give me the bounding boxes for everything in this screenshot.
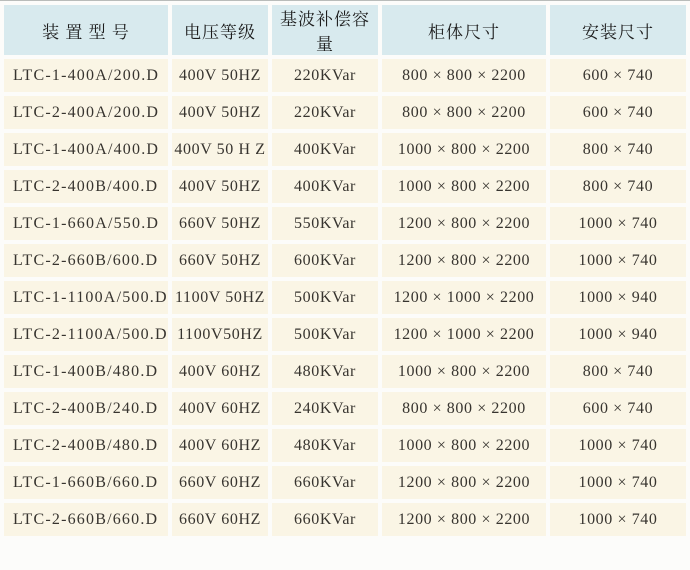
voltage-cell: 400V 50HZ	[172, 96, 268, 129]
model-cell: LTC-1-660A/550.D	[4, 207, 168, 240]
cabinet-size-cell: 1000 × 800 × 2200	[382, 429, 546, 462]
table-row	[4, 503, 686, 536]
table-row	[4, 170, 686, 203]
capacity-cell: 500KVar	[272, 281, 378, 314]
cabinet-size-cell: 1000 × 800 × 2200	[382, 133, 546, 166]
table-row	[4, 244, 686, 277]
install-size-cell: 1000 × 940	[550, 318, 686, 351]
model-cell: LTC-2-660B/600.D	[4, 244, 168, 277]
install-size-cell: 600 × 740	[550, 96, 686, 129]
capacity-cell: 220KVar	[272, 59, 378, 92]
voltage-cell: 1100V 50HZ	[172, 281, 268, 314]
capacity-cell: 220KVar	[272, 96, 378, 129]
table-row	[4, 96, 686, 129]
model-cell: LTC-1-1100A/500.D	[4, 281, 168, 314]
cabinet-size-cell: 1200 × 800 × 2200	[382, 207, 546, 240]
model-cell: LTC-1-400A/200.D	[4, 59, 168, 92]
voltage-cell: 400V 50HZ	[172, 59, 268, 92]
model-cell: LTC-1-400A/400.D	[4, 133, 168, 166]
install-size-cell: 1000 × 740	[550, 466, 686, 499]
table-row	[4, 392, 686, 425]
table-row	[4, 133, 686, 166]
model-cell: LTC-2-400B/400.D	[4, 170, 168, 203]
cabinet-size-cell: 1200 × 1000 × 2200	[382, 318, 546, 351]
cabinet-size-cell: 1200 × 800 × 2200	[382, 466, 546, 499]
table-row	[4, 207, 686, 240]
cabinet-size-cell: 800 × 800 × 2200	[382, 392, 546, 425]
model-cell: LTC-2-1100A/500.D	[4, 318, 168, 351]
table-row	[4, 59, 686, 92]
capacity-cell: 480KVar	[272, 355, 378, 388]
capacity-cell: 660KVar	[272, 503, 378, 536]
cabinet-size-cell: 1200 × 800 × 2200	[382, 503, 546, 536]
capacity-cell: 500KVar	[272, 318, 378, 351]
voltage-cell: 400V 60HZ	[172, 392, 268, 425]
cabinet-size-cell: 1200 × 800 × 2200	[382, 244, 546, 277]
capacity-cell: 400KVar	[272, 170, 378, 203]
cabinet-size-cell: 800 × 800 × 2200	[382, 96, 546, 129]
header-row	[4, 5, 686, 55]
voltage-cell: 1100V50HZ	[172, 318, 268, 351]
column-header-model: 装 置 型 号	[4, 5, 168, 55]
capacity-cell: 400KVar	[272, 133, 378, 166]
column-header-install-size: 安装尺寸	[550, 5, 686, 55]
install-size-cell: 800 × 740	[550, 170, 686, 203]
voltage-cell: 660V 60HZ	[172, 503, 268, 536]
model-cell: LTC-2-400A/200.D	[4, 96, 168, 129]
voltage-cell: 400V 60HZ	[172, 429, 268, 462]
table-header	[4, 5, 686, 55]
install-size-cell: 1000 × 940	[550, 281, 686, 314]
capacity-cell: 550KVar	[272, 207, 378, 240]
install-size-cell: 1000 × 740	[550, 207, 686, 240]
model-cell: LTC-1-660B/660.D	[4, 466, 168, 499]
model-cell: LTC-2-400B/240.D	[4, 392, 168, 425]
cabinet-size-cell: 1200 × 1000 × 2200	[382, 281, 546, 314]
install-size-cell: 1000 × 740	[550, 503, 686, 536]
column-header-voltage: 电压等级	[172, 5, 268, 55]
capacity-cell: 660KVar	[272, 466, 378, 499]
column-header-cabinet-size: 柜体尺寸	[382, 5, 546, 55]
install-size-cell: 800 × 740	[550, 355, 686, 388]
model-cell: LTC-2-400B/480.D	[4, 429, 168, 462]
install-size-cell: 1000 × 740	[550, 429, 686, 462]
voltage-cell: 400V 50HZ	[172, 170, 268, 203]
column-header-capacity: 基波补偿容量	[272, 5, 378, 55]
voltage-cell: 400V 50 H Z	[172, 133, 268, 166]
capacity-cell: 600KVar	[272, 244, 378, 277]
table-row	[4, 355, 686, 388]
install-size-cell: 600 × 740	[550, 59, 686, 92]
voltage-cell: 400V 60HZ	[172, 355, 268, 388]
voltage-cell: 660V 60HZ	[172, 466, 268, 499]
capacity-cell: 480KVar	[272, 429, 378, 462]
model-cell: LTC-2-660B/660.D	[4, 503, 168, 536]
cabinet-size-cell: 800 × 800 × 2200	[382, 59, 546, 92]
voltage-cell: 660V 50HZ	[172, 244, 268, 277]
model-cell: LTC-1-400B/480.D	[4, 355, 168, 388]
table-body	[4, 59, 686, 536]
table-row	[4, 466, 686, 499]
voltage-cell: 660V 50HZ	[172, 207, 268, 240]
cabinet-size-cell: 1000 × 800 × 2200	[382, 170, 546, 203]
cabinet-size-cell: 1000 × 800 × 2200	[382, 355, 546, 388]
install-size-cell: 600 × 740	[550, 392, 686, 425]
table-row	[4, 281, 686, 314]
capacity-cell: 240KVar	[272, 392, 378, 425]
table-row	[4, 318, 686, 351]
install-size-cell: 800 × 740	[550, 133, 686, 166]
install-size-cell: 1000 × 740	[550, 244, 686, 277]
spec-table	[0, 1, 690, 540]
table-row	[4, 429, 686, 462]
